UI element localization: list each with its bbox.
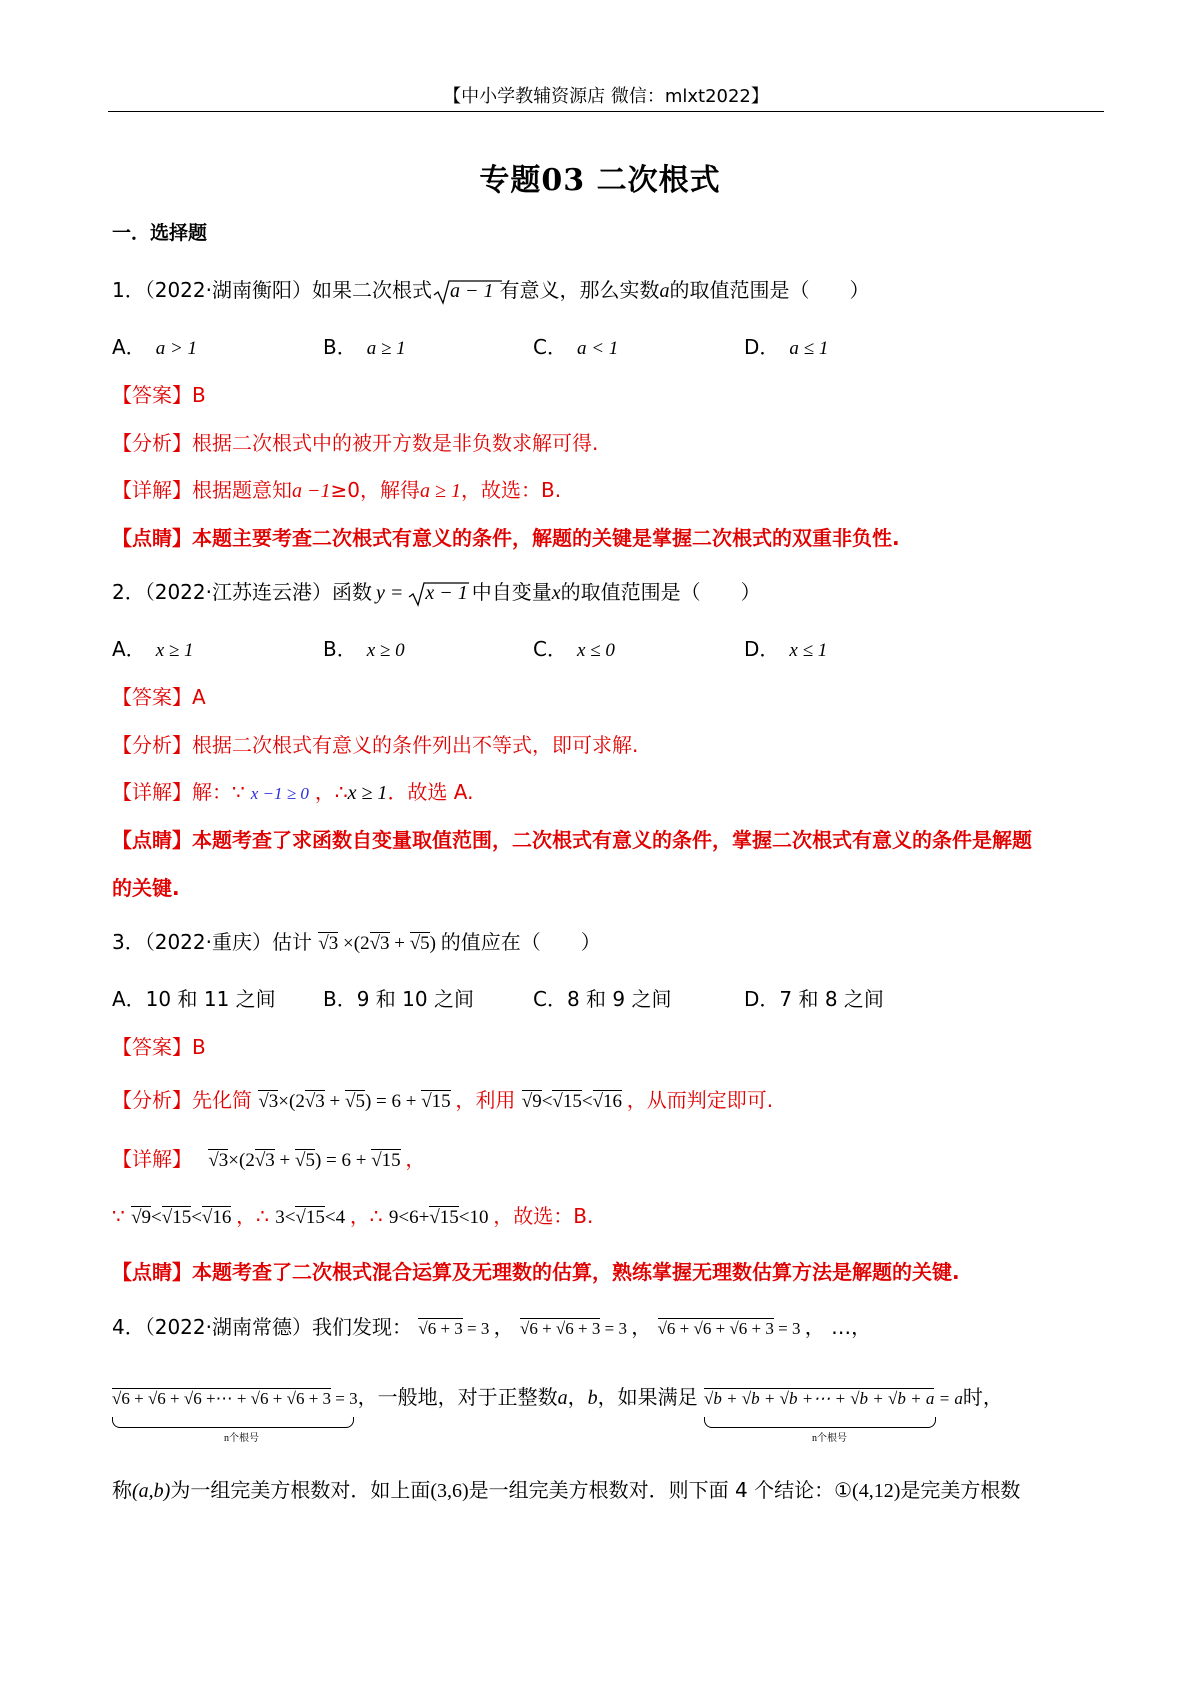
header-rule [108, 111, 1104, 112]
q2-comment-line2: 的关键. [112, 876, 180, 900]
q2-option-c[interactable]: C． x ≤ 0 [533, 637, 615, 661]
q4-line3: 称(a,b)为一组完美方根数对．如上面(3,6)是一组完美方根数对．则下面 4 个结论：①(4,12)是完美方根数 [112, 1478, 1021, 1502]
page-header: 【中小学教辅资源店 微信：mlxt2022】 [443, 86, 769, 107]
q4-nested-radical-b: √b + √b + √b +⋯ + √b + √b + a = a n个根号 [703, 1389, 963, 1444]
q3-option-d[interactable]: D．7 和 8 之间 [744, 987, 884, 1011]
q3-answer: 【答案】B [112, 1035, 206, 1059]
q2-answer: 【答案】A [112, 685, 206, 709]
underbrace [112, 1417, 354, 1428]
q3-detail-line2: ∵ √9<√15<√16 ，∴ 3<√15<4 ，∴ 9<6+√15<10 ，故选：B. [112, 1204, 594, 1228]
q1-stem: 1．（2022·湖南衡阳）如果二次根式 a − 1 有意义，那么实数a的取值范围是（ ） [112, 274, 869, 306]
q4-nested-radical-6: √6 + √6 + √6 +⋯ + √6 + √6 + 3 = 3 n个根号 [112, 1389, 358, 1444]
q2-option-a[interactable]: A． x ≥ 1 [112, 637, 194, 661]
q1-radicand: a − 1 [449, 280, 494, 302]
q1-option-b[interactable]: B． a ≥ 1 [323, 335, 406, 359]
q4-stem: 4．（2022·湖南常德）我们发现： √6 + 3 = 3 ， √6 + √6 + 3 = 3 ， √6 + √6 + √6 + 3 = 3 ， …， [112, 1315, 872, 1339]
q1-answer: 【答案】B [112, 383, 206, 407]
q2-option-b[interactable]: B． x ≥ 0 [323, 637, 405, 661]
q1-option-a[interactable]: A． a > 1 [112, 335, 198, 359]
q3-option-b[interactable]: B．9 和 10 之间 [323, 987, 474, 1011]
q2-stem: 2．（2022·江苏连云港）函数 y = x − 1 中自变量x的取值范围是（ ） [112, 576, 761, 608]
page-title: 专题03 二次根式 [479, 163, 721, 198]
q3-option-a[interactable]: A．10 和 11 之间 [112, 987, 276, 1011]
q3-expression: √3 ×(2√3 + √5) [318, 933, 436, 954]
q4-line2: √6 + √6 + √6 +⋯ + √6 + √6 + 3 = 3 n个根号 ，一般地，对于正整数a，b，如果满足 √b + √b + √b +⋯ + √b + √b + a = a n个根号 时， [112, 1385, 1003, 1444]
underbrace [704, 1417, 936, 1428]
q2-comment-line1: 【点睛】本题考查了求函数自变量取值范围，二次根式有意义的条件，掌握二次根式有意义的条件是解题 [112, 828, 1032, 852]
q1-comment: 【点睛】本题主要考查二次根式有意义的条件，解题的关键是掌握二次根式的双重非负性. [112, 526, 900, 550]
q2-detail: 【详解】解：∵ x −1 ≥ 0 ，∴x ≥ 1．故选 A. [112, 780, 474, 804]
section-heading: 一．选择题 [112, 222, 208, 244]
q2-radicand: x − 1 [425, 582, 468, 604]
q2-option-d[interactable]: D． x ≤ 1 [744, 637, 828, 661]
q1-option-c[interactable]: C． a < 1 [533, 335, 619, 359]
q3-comment: 【点睛】本题考查了二次根式混合运算及无理数的估算，熟练掌握无理数估算方法是解题的关键. [112, 1260, 960, 1284]
q2-analysis: 【分析】根据二次根式有意义的条件列出不等式，即可求解. [112, 733, 639, 757]
q1-analysis: 【分析】根据二次根式中的被开方数是非负数求解可得. [112, 431, 599, 455]
q3-stem: 3．（2022·重庆）估计 √3 ×(2√3 + √5) 的值应在（ ） [112, 930, 601, 954]
q3-detail: 【详解】 √3×(2√3 + √5) = 6 + √15 ， [112, 1147, 426, 1171]
q3-analysis: 【分析】先化简 √3×(2√3 + √5) = 6 + √15 ，利用 √9<√15<√16 ，从而判定即可. [112, 1088, 774, 1112]
q1-detail: 【详解】根据题意知a −1≥0，解得a ≥ 1，故选：B. [112, 478, 562, 502]
q1-option-d[interactable]: D． a ≤ 1 [744, 335, 829, 359]
q3-option-c[interactable]: C．8 和 9 之间 [533, 987, 672, 1011]
